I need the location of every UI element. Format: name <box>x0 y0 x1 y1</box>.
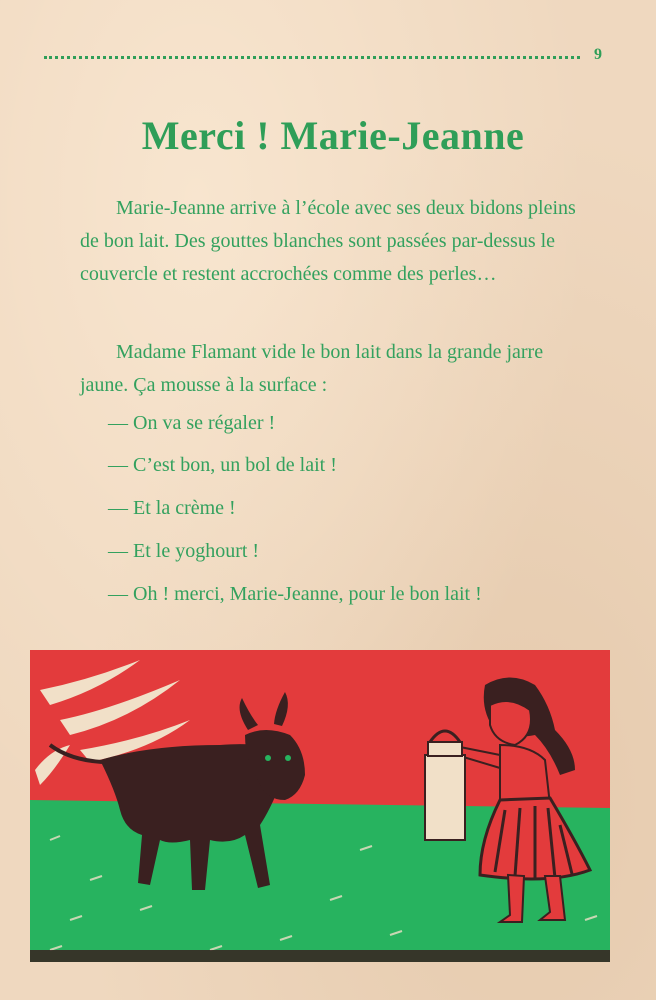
bottom-frame <box>30 950 610 962</box>
page-number: 9 <box>594 46 602 63</box>
cow-eye <box>265 755 271 761</box>
milk-can <box>425 731 465 840</box>
dialogue-line-4: — Et le yoghourt ! <box>108 540 260 562</box>
dialogue-line-2: — C’est bon, un bol de lait ! <box>108 454 337 476</box>
woodcut-illustration <box>30 650 610 962</box>
dialogue-line-1: — On va se régaler ! <box>108 412 276 434</box>
paragraph-1: Marie-Jeanne arrive à l’école avec ses deux bidons pleins de bon lait. Des gouttes blanches sont passées par-dessus le couvercle et restent accrochées comme des perles… <box>80 197 576 285</box>
cow-eye-2 <box>285 755 291 761</box>
dotted-header-rule <box>44 56 580 59</box>
paragraph-2: Madame Flamant vide le bon lait dans la grande jarre jaune. Ça mousse à la surface : <box>80 341 544 396</box>
page-title: Merci ! Marie-Jeanne <box>141 113 525 158</box>
dialogue-line-3: — Et la crème ! <box>108 497 236 519</box>
dialogue-line-5: — Oh ! merci, Marie-Jeanne, pour le bon lait ! <box>108 583 482 605</box>
